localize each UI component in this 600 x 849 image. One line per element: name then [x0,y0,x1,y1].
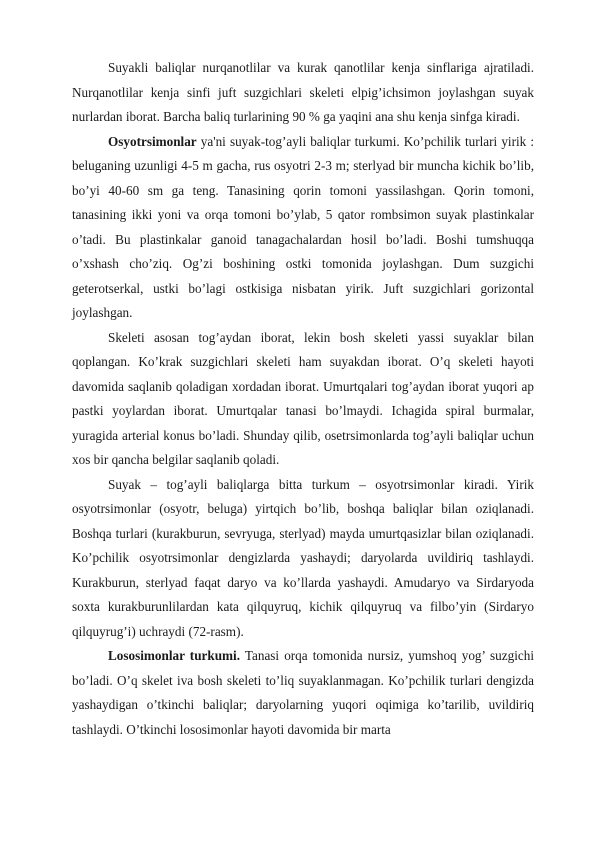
paragraph [72,56,534,130]
paragraph [72,644,534,742]
body-text [72,56,534,742]
paragraph [72,130,534,326]
paragraph-text: Tanasi orqa tomonida nursiz, yumshoq yog’ suzgichi bo’ladi. O’q skelet iva bosh skeleti to’liq suyaklanmagan. Ko’pchilik turlari dengizda yashaydigan o’tkinchi baliqlar; daryolarning yuqori oqimiga ko’tarilib, uvildiriq tashlaydi. O’tkinchi lososimonlar hayoti davomida bir marta [72,648,534,737]
paragraph-text: Skeleti asosan tog’aydan iborat, lekin bosh skeleti yassi suyaklar bilan qoplangan. Ko’krak suzgichlari skeleti ham suyakdan iborat. O’q skeleti hayoti davomida saqlanib qoladigan xordadan iborat. Umurtqalari tog’aydan iborat yuqori ap pastki yoylardan iborat. Umurtqalar tanasi bo’lmaydi. Ichagida spiral burmalar, yuragida arterial konus bo’ladi. Shunday qilib, osetrsimonlarda tog’ayli baliqlar uchun xos bir qancha belgilar saqlanib qoladi. [72,329,534,467]
paragraph [72,326,534,473]
paragraph [72,473,534,645]
paragraph-heading: Osyotrsimonlar [108,133,197,149]
paragraph-text: ya'ni suyak-tog’ayli baliqlar turkumi. Ko’pchilik turlari yirik : beluganing uzunligi 4-5 m gacha, rus osyotri 2-3 m; sterlyad bir muncha kichik bo’lib, bo’yi 40-60 sm ga teng. Tanasining qorin tomoni yassilashgan. Qorin tomoni, tanasining ikki yoni va orqa tomoni bo’ylab, 5 qator rombsimon suyak plastinkalar o’tadi. Bu plastinkalar ganoid tanagachalardan hosil bo’ladi. Boshi tumshuqqa o’xshash cho’ziq. Og’zi boshining ostki tomonida joylashgan. Dum suzgichi geterotserkal, ustki bo’lagi ostkisiga nisbatan yirik. Juft suzgichlari gorizontal joylashgan. [72,133,534,320]
paragraph-text: Suyak – tog’ayli baliqlarga bitta turkum – osyotrsimonlar kiradi. Yirik osyotrsimonlar (osyotr, beluga) yirtqich bo’lib, boshqa baliqlar bilan oziqlanadi. Boshqa turlari (kurakburun, sevryuga, sterlyad) mayda umurtqasizlar bilan oziqlanadi. Ko’pchilik osyotrsimonlar dengizlarda yashaydi; daryolarda uvildiriq tashlaydi. Kurakburun, sterlyad faqat daryo va ko’llarda yashaydi. Amudaryo va Sirdaryoda soxta kurakburunlilardan kata qilquyruq, kichik qilquyruq va filbo’yin (Sirdaryo qilquyrug’i) uchraydi (72-rasm). [72,476,534,639]
paragraph-text: Suyakli baliqlar nurqanotlilar va kurak qanotlilar kenja sinflariga ajratiladi. Nurqanotlilar kenja sinfi juft suzgichlari skeleti elpig’ichsimon joylashgan suyak nurlardan iborat. Barcha baliq turlarining 90 % ga yaqini ana shu kenja sinfga kiradi. [72,60,534,124]
paragraph-heading: Lososimonlar turkumi. [108,648,240,663]
